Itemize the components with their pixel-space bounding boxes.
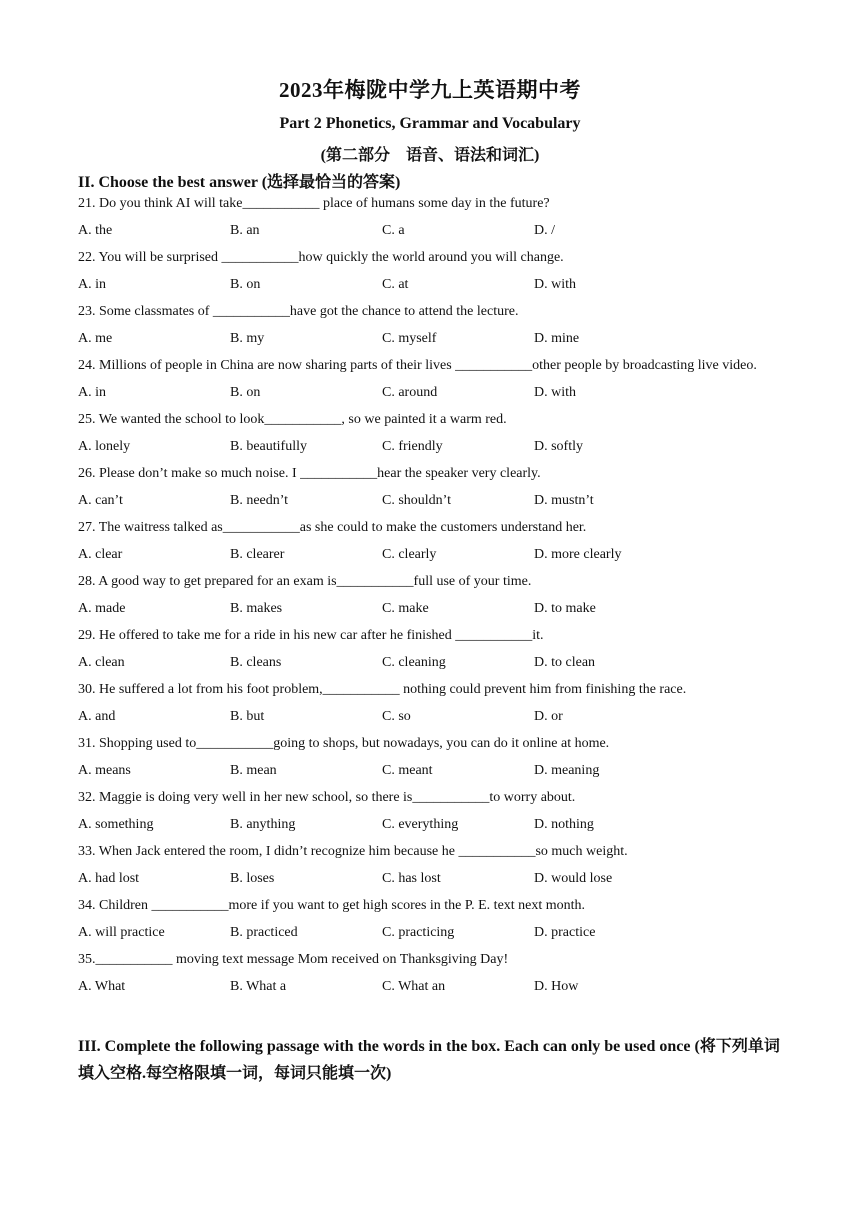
exam-title: 2023年梅陇中学九上英语期中考 [279, 78, 581, 102]
question-item [78, 784, 790, 838]
answer-option: D. softly [534, 439, 583, 454]
question-stem: 21. Do you think AI will take___________ place of humans some day in the future? [78, 196, 550, 211]
answer-option: A. in [78, 385, 106, 400]
part-heading-chinese: (第二部分 语音、语法和词汇) [320, 147, 540, 164]
answer-option: A. the [78, 223, 113, 238]
question-item [78, 406, 790, 460]
question-stem: 29. He offered to take me for a ride in his new car after he finished ___________it. [78, 628, 544, 643]
answer-option: C. around [382, 385, 438, 400]
answer-option: B. but [230, 709, 265, 724]
answer-option: B. my [230, 331, 265, 346]
answer-options [78, 433, 790, 460]
answer-option: D. practice [534, 925, 596, 940]
answer-option: A. had lost [78, 871, 140, 886]
answer-options [78, 757, 790, 784]
question-item [78, 676, 790, 730]
answer-option: A. in [78, 277, 106, 292]
answer-option: C. at [382, 277, 409, 292]
answer-option: C. shouldn’t [382, 493, 451, 508]
answer-option: A. clear [78, 547, 123, 562]
answer-option: C. clearly [382, 547, 437, 562]
answer-options [78, 919, 790, 946]
answer-option: A. and [78, 709, 116, 724]
answer-option: D. How [534, 979, 579, 994]
question-stem: 24. Millions of people in China are now sharing parts of their lives ___________other people by broadcasting live video. [78, 358, 757, 373]
answer-option: C. everything [382, 817, 459, 832]
answer-option: C. so [382, 709, 411, 724]
question-item [78, 244, 790, 298]
answer-options [78, 973, 790, 1000]
answer-option: C. What an [382, 979, 446, 994]
section-3-heading: III. Complete the following passage with the words in the box. Each can only be used once (将下列单词填入空格.每空格限填一词，每词只能填一次) [78, 1038, 780, 1082]
answer-option: D. mustn’t [534, 493, 594, 508]
answer-option: C. make [382, 601, 429, 616]
question-stem: 30. He suffered a lot from his foot problem,___________ nothing could prevent him from finishing the race. [78, 682, 687, 697]
answer-option: A. will practice [78, 925, 165, 940]
question-item [78, 730, 790, 784]
answer-option: A. something [78, 817, 154, 832]
question-stem: 33. When Jack entered the room, I didn’t recognize him because he ___________so much weight. [78, 844, 628, 859]
question-item [78, 568, 790, 622]
answer-option: B. makes [230, 601, 283, 616]
answer-option: A. means [78, 763, 131, 778]
answer-option: B. beautifully [230, 439, 307, 454]
answer-option: C. practicing [382, 925, 455, 940]
part-heading: Part 2 Phonetics, Grammar and Vocabulary [279, 115, 581, 132]
answer-option: D. with [534, 277, 576, 292]
answer-option: D. nothing [534, 817, 594, 832]
answer-option: C. friendly [382, 439, 443, 454]
answer-option: A. clean [78, 655, 125, 670]
answer-option: A. lonely [78, 439, 131, 454]
answer-option: C. meant [382, 763, 433, 778]
question-stem: 27. The waitress talked as___________as she could to make the customers understand her. [78, 520, 587, 535]
answer-option: C. cleaning [382, 655, 446, 670]
answer-option: C. has lost [382, 871, 441, 886]
answer-option: B. an [230, 223, 260, 238]
answer-options [78, 271, 790, 298]
answer-options [78, 217, 790, 244]
question-stem: 26. Please don’t make so much noise. I ___________hear the speaker very clearly. [78, 466, 541, 481]
answer-options [78, 487, 790, 514]
answer-option: B. clearer [230, 547, 285, 562]
question-stem: 35.___________ moving text message Mom received on Thanksgiving Day! [78, 952, 509, 967]
answer-options [78, 811, 790, 838]
answer-options [78, 595, 790, 622]
answer-options [78, 379, 790, 406]
question-stem: 31. Shopping used to___________going to shops, but nowadays, you can do it online at home. [78, 736, 610, 751]
answer-option: A. can’t [78, 493, 123, 508]
question-item [78, 460, 790, 514]
question-item [78, 838, 790, 892]
question-item [78, 892, 790, 946]
section-2-heading: II. Choose the best answer (选择最恰当的答案) [78, 174, 401, 191]
question-stem: 23. Some classmates of ___________have got the chance to attend the lecture. [78, 304, 519, 319]
answer-option: B. cleans [230, 655, 282, 670]
question-item [78, 946, 790, 1000]
answer-option: B. mean [230, 763, 277, 778]
answer-option: B. needn’t [230, 493, 289, 508]
answer-option: C. a [382, 223, 405, 238]
answer-option: D. mine [534, 331, 580, 346]
question-stem: 28. A good way to get prepared for an exam is___________full use of your time. [78, 574, 532, 589]
answer-option: B. anything [230, 817, 296, 832]
answer-option: D. / [534, 223, 555, 238]
answer-options [78, 325, 790, 352]
answer-option: A. What [78, 979, 126, 994]
answer-option: D. to make [534, 601, 596, 616]
answer-options [78, 541, 790, 568]
answer-options [78, 865, 790, 892]
answer-option: B. What a [230, 979, 287, 994]
answer-option: C. myself [382, 331, 437, 346]
question-item [78, 352, 790, 406]
answer-option: D. more clearly [534, 547, 622, 562]
answer-options [78, 649, 790, 676]
question-stem: 22. You will be surprised ___________how quickly the world around you will change. [78, 250, 564, 265]
answer-option: B. practiced [230, 925, 298, 940]
question-item [78, 514, 790, 568]
answer-option: D. would lose [534, 871, 613, 886]
answer-option: D. to clean [534, 655, 596, 670]
question-item [78, 622, 790, 676]
answer-option: B. loses [230, 871, 275, 886]
answer-option: D. with [534, 385, 576, 400]
question-item [78, 190, 790, 244]
answer-option: A. me [78, 331, 113, 346]
question-stem: 32. Maggie is doing very well in her new school, so there is___________to worry about. [78, 790, 576, 805]
answer-option: A. made [78, 601, 126, 616]
question-list [78, 190, 790, 1000]
answer-option: B. on [230, 277, 261, 292]
question-stem: 25. We wanted the school to look___________, so we painted it a warm red. [78, 412, 507, 427]
question-item [78, 298, 790, 352]
answer-option: D. or [534, 709, 563, 724]
answer-option: B. on [230, 385, 261, 400]
answer-option: D. meaning [534, 763, 600, 778]
question-stem: 34. Children ___________more if you want to get high scores in the P. E. text next month. [78, 898, 586, 913]
answer-options [78, 703, 790, 730]
